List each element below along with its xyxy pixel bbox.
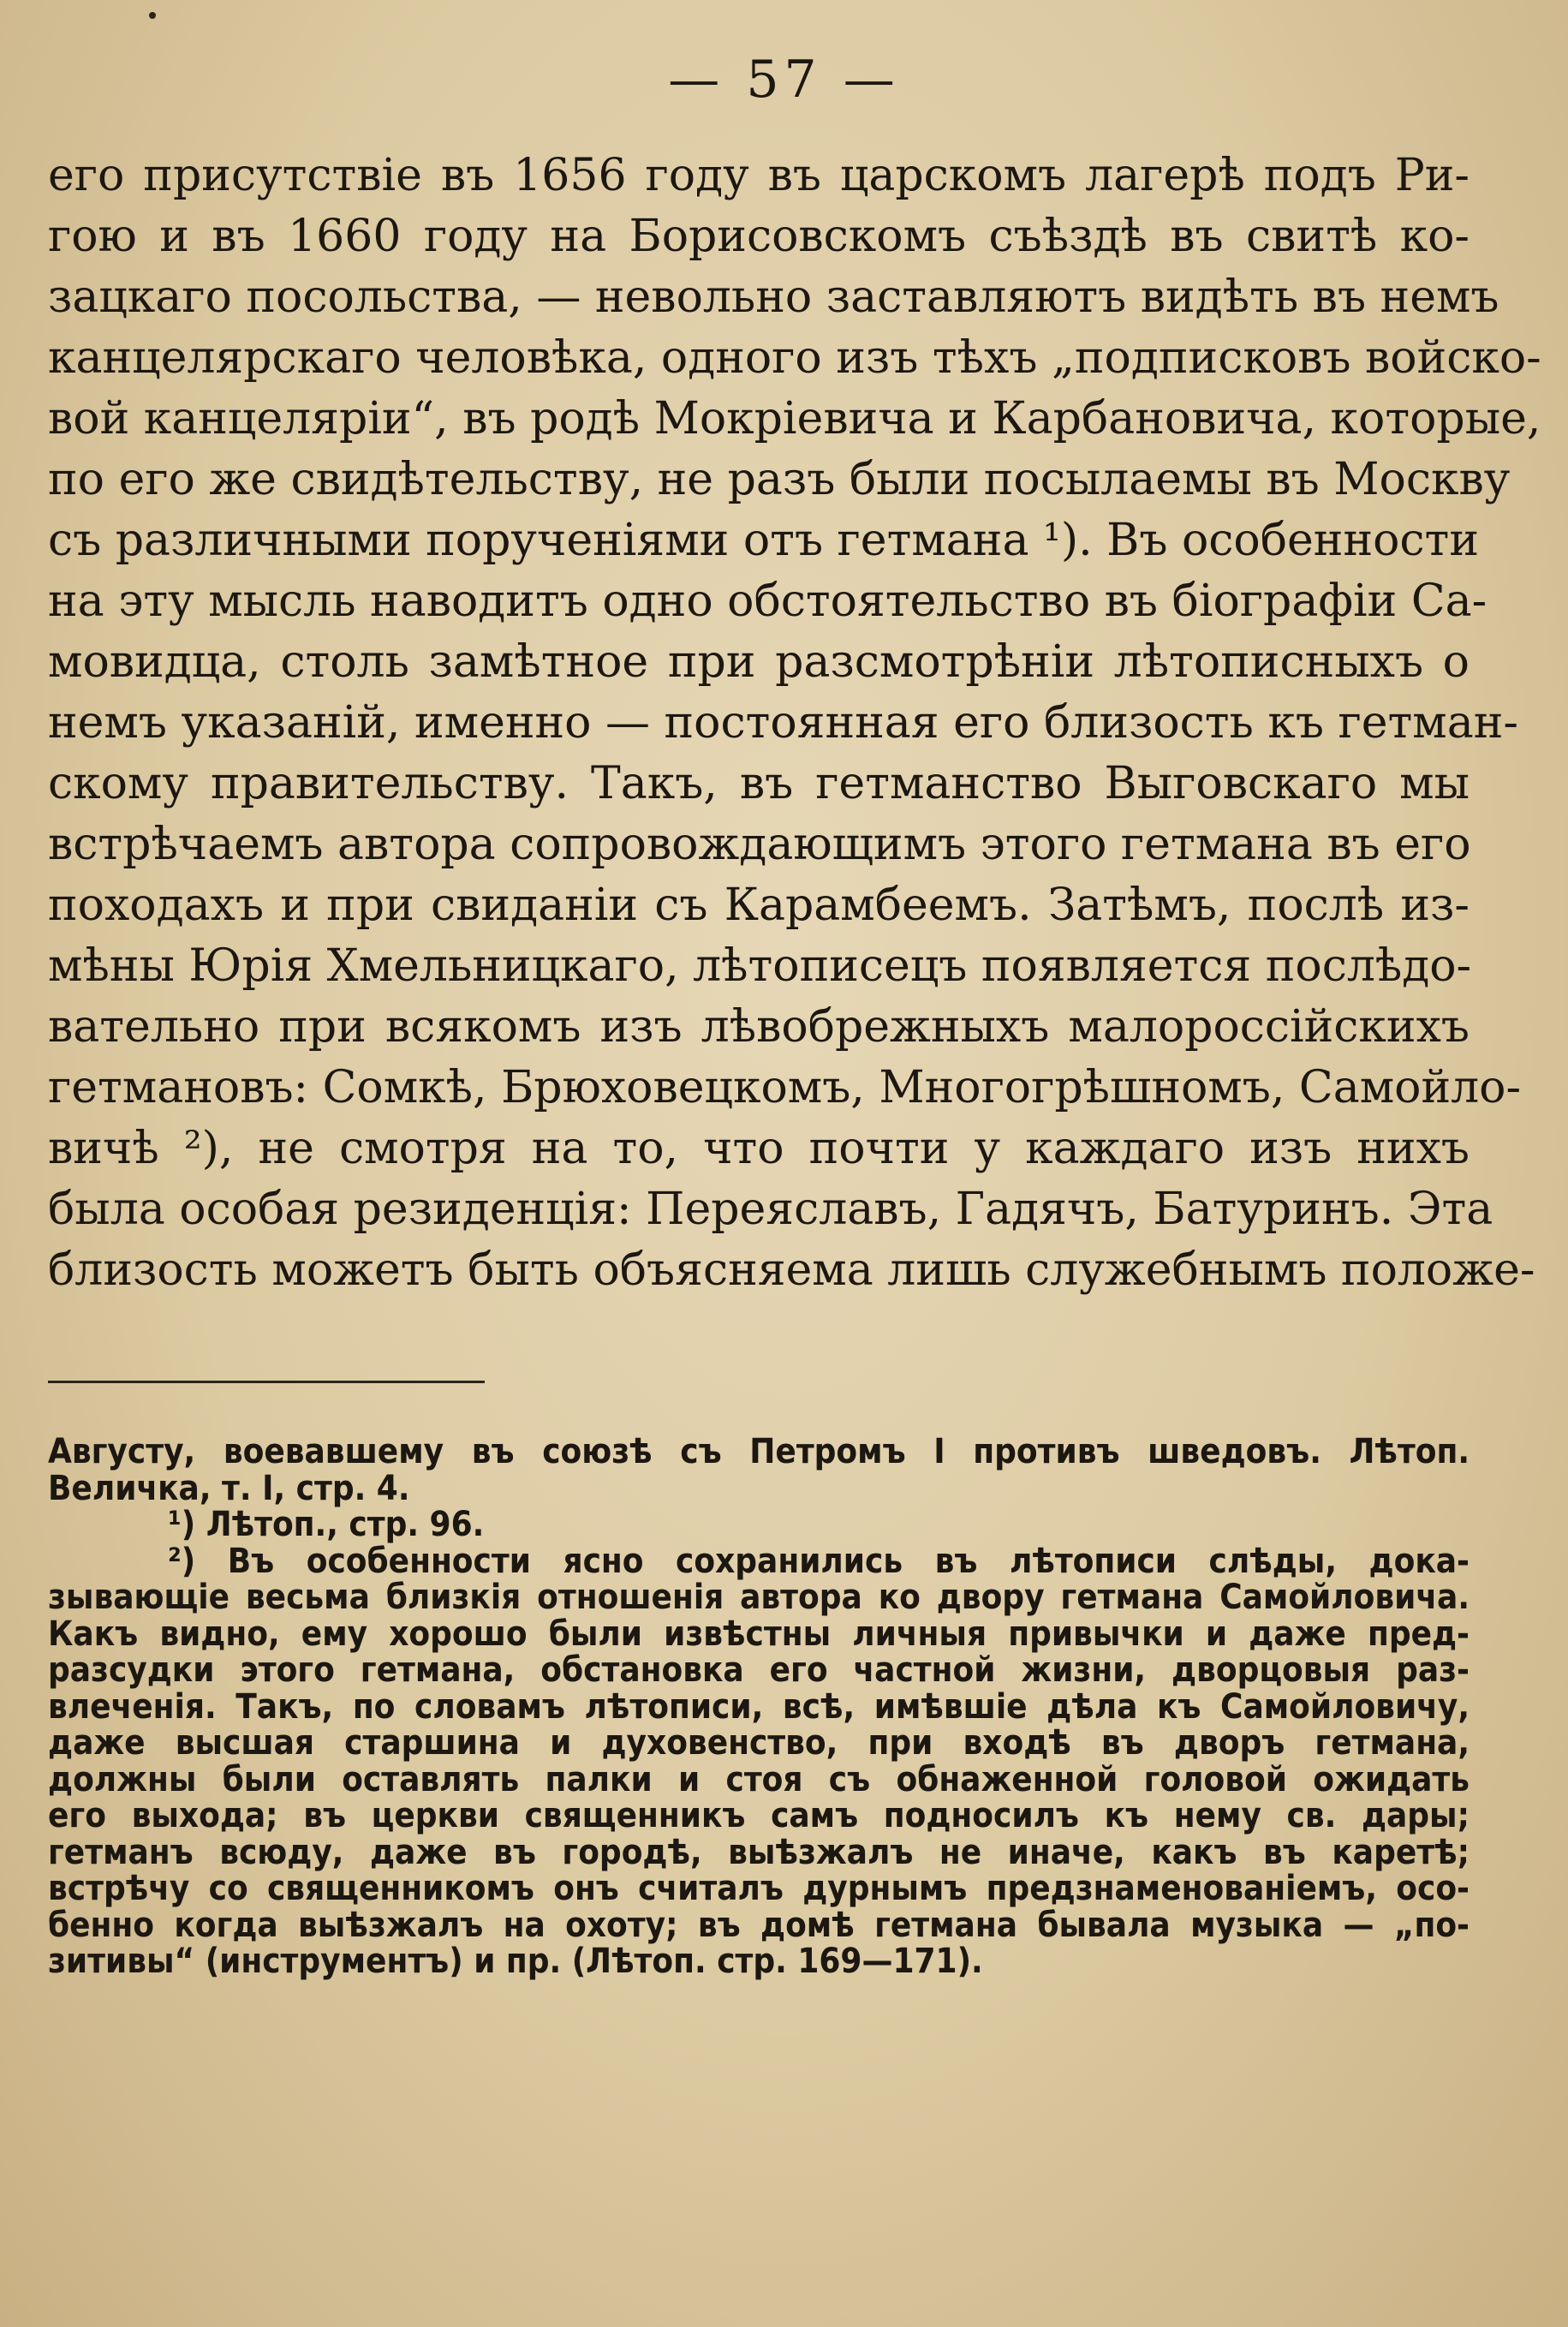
body-line: мѣны Юрія Хмельницкаго, лѣтописецъ появляется послѣдо-: [48, 940, 1472, 992]
footnote-line: даже высшая старшина и духовенство, при входѣ въ дворъ гетмана,: [48, 1723, 1470, 1763]
body-line: была особая резиденція: Переяславъ, Гадячъ, Батуринъ. Эта: [48, 1184, 1493, 1235]
footnote-line: ¹) Лѣтоп., стр. 96.: [168, 1505, 485, 1544]
footnote-line: должны были оставлять палки и стоя съ обнаженной головой ожидать: [48, 1759, 1470, 1799]
footnote-line: его выхода; въ церкви священникъ самъ подносилъ къ нему св. дары;: [48, 1796, 1470, 1835]
body-line: скому правительству. Такъ, въ гетманство Выговскаго мы: [48, 758, 1470, 809]
footnotes: [48, 1434, 1470, 1980]
footnote-line: Величка, т. I, стр. 4.: [48, 1468, 410, 1508]
body-line: немъ указаній, именно — постоянная его близость къ гетман-: [48, 697, 1518, 749]
footnote-line: бенно когда выѣзжалъ на охоту; въ домѣ гетмана бывала музыка — „по-: [48, 1905, 1470, 1945]
body-line: зацкаго посольства, — невольно заставляютъ видѣть въ немъ: [48, 271, 1499, 323]
body-line: близость можетъ быть объясняема лишь служебнымъ положе-: [48, 1244, 1535, 1296]
body-line: встрѣчаемъ автора сопровождающимъ этого гетмана въ его: [48, 819, 1471, 870]
body-line: его присутствіе въ 1656 году въ царскомъ лагерѣ подъ Ри-: [48, 150, 1470, 201]
body-line: походахъ и при свиданіи съ Карамбеемъ. Затѣмъ, послѣ из-: [48, 880, 1470, 931]
footnote-line: зитивы“ (инструментъ) и пр. (Лѣтоп. стр. 169—171).: [48, 1942, 983, 1981]
footnote-line: гетманъ всюду, даже въ городѣ, выѣзжалъ не иначе, какъ въ каретѣ;: [48, 1832, 1470, 1872]
page-number: — 57 —: [668, 50, 900, 110]
body-line: на эту мысль наводитъ одно обстоятельство въ біографіи Са-: [48, 576, 1488, 627]
body-line: вательно при всякомъ изъ лѣвобрежныхъ малороссійскихъ: [48, 1001, 1470, 1053]
footnote-line: зывающіе весьма близкія отношенія автора ко двору гетмана Самойловича.: [48, 1578, 1470, 1617]
footnote-line: Какъ видно, ему хорошо были извѣстны личныя привычки и даже пред-: [48, 1614, 1470, 1654]
footnote-line: разсудки этого гетмана, обстановка его частной жизни, дворцовыя раз-: [48, 1650, 1470, 1690]
body-line: гетмановъ: Сомкѣ, Брюховецкомъ, Многогрѣшномъ, Самойло-: [48, 1062, 1522, 1113]
body-text: [48, 146, 1541, 1301]
footnote-line: Августу, воевавшему въ союзѣ съ Петромъ I противъ шведовъ. Лѣтоп.: [48, 1432, 1470, 1471]
footnote-line: ²) Въ особенности ясно сохранились въ лѣтописи слѣды, дока-: [168, 1541, 1470, 1581]
footnote-line: встрѣчу со священникомъ онъ считалъ дурнымъ предзнаменованіемъ, осо-: [48, 1869, 1470, 1908]
body-line: вой канцеляріи“, въ родѣ Мокріевича и Карбановича, которые,: [48, 393, 1541, 445]
ink-dot: [149, 12, 156, 19]
body-line: гою и въ 1660 году на Борисовскомъ съѣздѣ въ свитѣ ко-: [48, 211, 1470, 262]
footnote-separator: [48, 1381, 485, 1383]
footnote-line: влеченія. Такъ, по словамъ лѣтописи, всѣ, имѣвшіе дѣла къ Самойловичу,: [48, 1686, 1470, 1727]
body-line: вичѣ ²), не смотря на то, что почти у каждаго изъ нихъ: [48, 1123, 1470, 1174]
body-line: мовидца, столь замѣтное при разсмотрѣніи лѣтописныхъ о: [48, 636, 1470, 688]
body-line: по его же свидѣтельству, не разъ были посылаемы въ Москву: [48, 454, 1511, 505]
body-line: съ различными порученіями отъ гетмана ¹). Въ особенности: [48, 515, 1479, 566]
body-line: канцелярскаго человѣка, одного изъ тѣхъ „подписковъ войско-: [48, 332, 1541, 384]
